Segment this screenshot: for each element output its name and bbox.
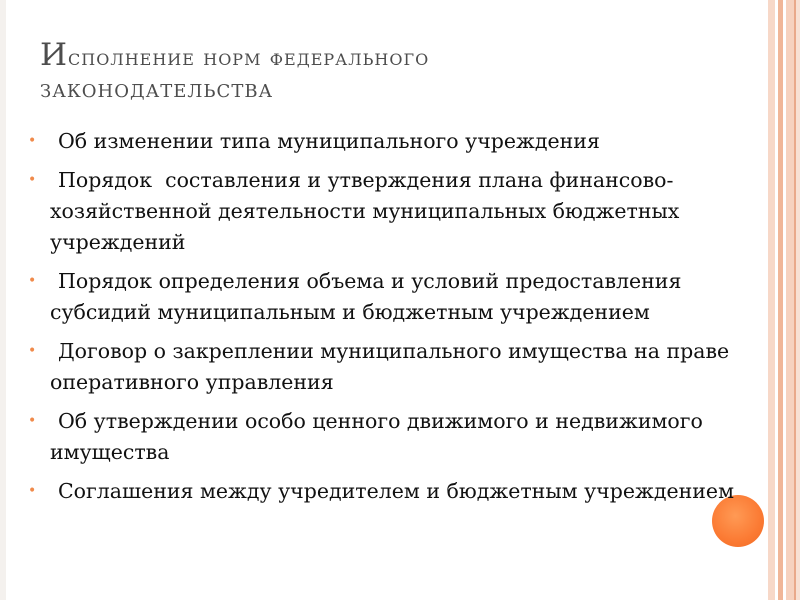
left-edge-border <box>0 0 6 600</box>
bullet-icon: • <box>28 483 37 499</box>
stripe <box>768 0 775 600</box>
bullet-item <box>24 266 764 328</box>
decorative-stripes <box>768 0 800 600</box>
bullet-list <box>24 126 764 515</box>
title-line-1-text: сполнение норм федерального <box>68 45 430 71</box>
slide-title <box>40 38 740 109</box>
bullet-text: Об утверждении особо ценного движимого и недвижимого имущества <box>50 409 710 464</box>
bullet-item <box>24 406 764 468</box>
bullet-text: Договор о закреплении муниципального имущества на праве оперативного управления <box>50 339 736 394</box>
bullet-icon: • <box>28 273 37 289</box>
stripe <box>796 0 800 600</box>
bullet-icon: • <box>28 343 37 359</box>
bullet-text: Порядок составления и утверждения плана финансово-хозяйственной деятельности муниципальных бюджетных учреждений <box>50 168 686 254</box>
bullet-item <box>24 165 764 258</box>
bullet-icon: • <box>28 413 37 429</box>
title-first-letter: И <box>40 37 69 73</box>
bullet-icon: • <box>28 172 37 188</box>
bullet-icon: • <box>28 133 37 149</box>
bullet-item <box>24 336 764 398</box>
stripe <box>786 0 794 600</box>
bullet-text: Соглашения между учредителем и бюджетным учреждением <box>58 479 735 503</box>
bullet-text: Об изменении типа муниципального учреждения <box>58 129 600 153</box>
title-line-2: ЗАКОНОДАТЕЛЬСТВА <box>40 81 274 102</box>
title-line-1 <box>40 38 740 75</box>
bullet-item <box>24 476 764 507</box>
bullet-item <box>24 126 764 157</box>
bullet-text: Порядок определения объема и условий предоставления субсидий муниципальным и бюджетным учреждением <box>50 269 688 324</box>
